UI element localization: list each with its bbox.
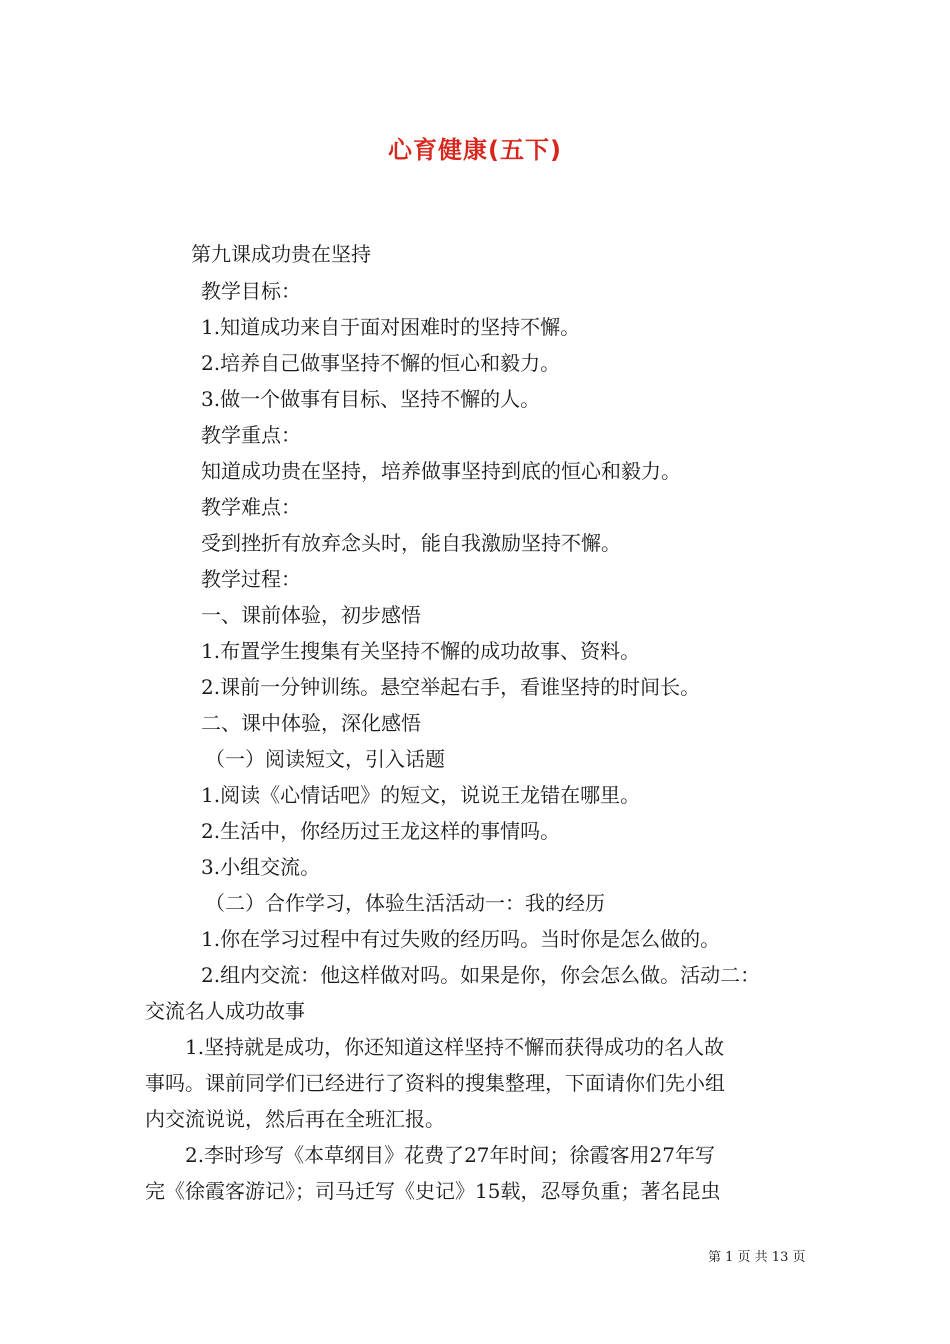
section-heading: 二、课中体验，深化感悟 <box>201 711 421 735</box>
section-label-goals: 教学目标： <box>201 279 301 303</box>
paragraph-line: 1.布置学生搜集有关坚持不懈的成功故事、资料。 <box>201 639 641 663</box>
paragraph-line: 1.坚持就是成功，你还知道这样坚持不懈而获得成功的名人故 <box>185 1035 725 1059</box>
paragraph-line: 交流名人成功故事 <box>145 999 305 1023</box>
paragraph-line: 2.生活中，你经历过王龙这样的事情吗。 <box>201 819 561 843</box>
paragraph-line: 1.知道成功来自于面对困难时的坚持不懈。 <box>201 315 581 339</box>
paragraph-line: 1.你在学习过程中有过失败的经历吗。当时你是怎么做的。 <box>201 927 721 951</box>
section-label-process: 教学过程： <box>201 567 301 591</box>
page-number-footer: 第 1 页 共 13 页 <box>708 1250 806 1265</box>
paragraph-line: 知道成功贵在坚持，培养做事坚持到底的恒心和毅力。 <box>201 459 681 483</box>
paragraph-line: 受到挫折有放弃念头时，能自我激励坚持不懈。 <box>201 531 621 555</box>
section-label-key-points: 教学重点： <box>201 423 301 447</box>
paragraph-line: 3.做一个做事有目标、坚持不懈的人。 <box>201 387 541 411</box>
paragraph-line: 2.组内交流：他这样做对吗。如果是你，你会怎么做。活动二： <box>201 963 761 987</box>
paragraph-line: 3.小组交流。 <box>201 855 321 879</box>
paragraph-line: 完《徐霞客游记》；司马迁写《史记》15载，忍辱负重；著名昆虫 <box>145 1179 721 1203</box>
paragraph-line: 2.课前一分钟训练。悬空举起右手，看谁坚持的时间长。 <box>201 675 701 699</box>
section-label-difficulties: 教学难点： <box>201 495 301 519</box>
lesson-heading: 第九课成功贵在坚持 <box>191 242 371 266</box>
paragraph-line: 2.培养自己做事坚持不懈的恒心和毅力。 <box>201 351 561 375</box>
paragraph-line: 内交流说说，然后再在全班汇报。 <box>145 1107 445 1131</box>
subsection-heading: （二）合作学习，体验生活活动一：我的经历 <box>205 891 605 915</box>
paragraph-line: 2.李时珍写《本草纲目》花费了27年时间；徐霞客用27年写 <box>185 1143 715 1167</box>
paragraph-line: 事吗。课前同学们已经进行了资料的搜集整理，下面请你们先小组 <box>145 1071 725 1095</box>
subsection-heading: （一）阅读短文，引入话题 <box>205 747 445 771</box>
paragraph-line: 1.阅读《心情话吧》的短文，说说王龙错在哪里。 <box>201 783 641 807</box>
section-heading: 一、课前体验，初步感悟 <box>201 603 421 627</box>
document-title: 心育健康(五下) <box>388 136 562 164</box>
